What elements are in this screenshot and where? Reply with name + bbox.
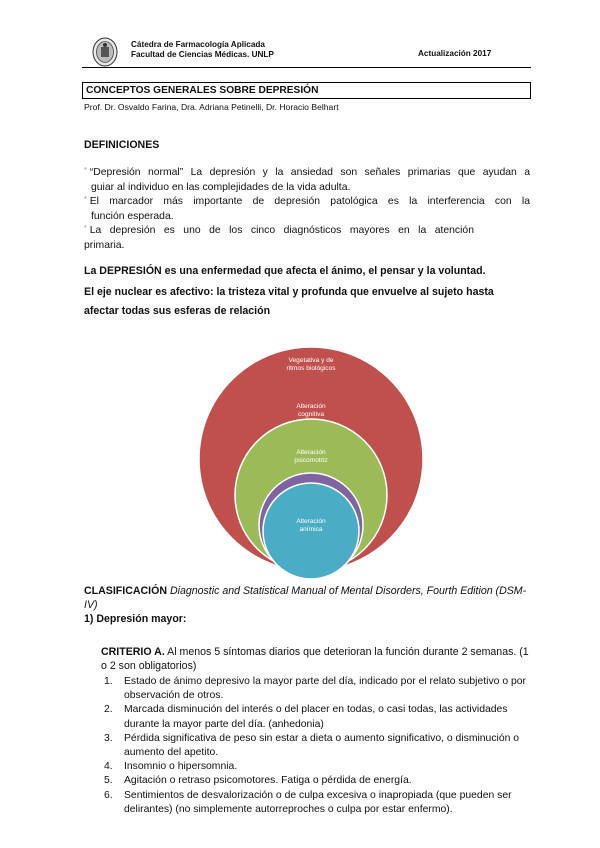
definition-item-3: * La depresión es uno de los cinco diagnósticos mayores en la atención primaria. bbox=[84, 225, 474, 251]
list-item: 5. Agitación o retraso psicomotores. Fatiga o pérdida de energía. bbox=[104, 775, 412, 787]
label-cognitive-2: cognitiva bbox=[297, 411, 325, 418]
definition-item-2: * El marcador más importante de depresión patológica es la interferencia con la función esperada. bbox=[84, 196, 530, 222]
list-item: 3. Pérdida significativa de peso sin estar a dieta o aumento significativo, o disminución o aumento del apetito. bbox=[104, 732, 520, 759]
header-divider bbox=[82, 67, 531, 68]
label-mood-2: anímica bbox=[299, 526, 323, 533]
statement-line-1: La DEPRESIÓN es una enfermedad que afecta el ánimo, el pensar y la voluntad. bbox=[84, 265, 486, 277]
classification-paragraph bbox=[84, 584, 534, 612]
definition-item-1: * “Depresión normal” La depresión y la ansiedad son señales primarias que ayudan a guiar al individuo en las complejidades de la vida adulta. bbox=[84, 167, 530, 193]
statement-line-2: El eje nuclear es afectivo: la tristeza vital y profunda que envuelve al sujeto hasta bbox=[84, 286, 494, 298]
criterion-label: CRITERIO A. bbox=[101, 646, 165, 658]
label-vegetative-1: Vegetativa y de bbox=[288, 357, 334, 364]
list-item: 2. Marcada disminución del interés o del placer en todas, o casi todas, las actividades durante la mayor parte del día. (anhedonia) bbox=[104, 704, 508, 730]
statement-line-3: afectar todas sus esferas de relación bbox=[84, 305, 271, 317]
list-item: 6. Sentimientos de desvalorización o de culpa excesiva o inapropiada (que pueden ser delirantes) (no simplemente autorreproches o culpa por estar enfermo). bbox=[104, 789, 512, 815]
university-seal-icon bbox=[92, 37, 118, 67]
authors: Prof. Dr. Osvaldo Farina, Dra. Adriana Petinelli, Dr. Horacio Belhart bbox=[84, 102, 339, 112]
list-item: 1. Estado de ánimo depresivo la mayor parte del día, indicado por el relato subjetivo o por observación de otros. bbox=[104, 676, 527, 702]
depression-circles-diagram bbox=[198, 338, 424, 580]
definitions-heading: DEFINICIONES bbox=[84, 139, 160, 151]
label-psychomotor-2: psicomotriz bbox=[294, 457, 328, 464]
bullet-icon: * bbox=[84, 167, 87, 174]
criterion-text: Al menos 5 síntomas diarios que deterioran la función durante 2 semanas. (1 o 2 son obligatorios) bbox=[101, 646, 529, 672]
list-item: 4. Insomnio o hipersomnia. bbox=[104, 761, 238, 773]
header-faculty: Facultad de Ciencias Médicas. UNLP bbox=[131, 50, 274, 59]
title-box bbox=[82, 82, 531, 99]
classification-label: CLASIFICACIÓN bbox=[84, 585, 167, 597]
label-mood-1: Alteración bbox=[296, 518, 326, 525]
header-update: Actualización 2017 bbox=[418, 49, 492, 58]
bullet-icon: * bbox=[84, 225, 87, 232]
page-title: CONCEPTOS GENERALES SOBRE DEPRESIÓN bbox=[86, 85, 319, 96]
bullet-icon: * bbox=[84, 196, 87, 203]
classification-source: Diagnostic and Statistical Manual of Mental Disorders, Fourth Edition (DSM- IV) bbox=[84, 585, 527, 611]
criterion-a bbox=[101, 645, 531, 673]
header-chair: Cátedra de Farmacología Aplicada bbox=[131, 40, 265, 49]
symptom-list bbox=[101, 675, 531, 817]
label-psychomotor-1: Alteración bbox=[296, 449, 326, 456]
label-cognitive-1: Alteración bbox=[296, 403, 326, 410]
label-vegetative-2: ritmos biológicos bbox=[286, 365, 336, 372]
section-major-depression: 1) Depresión mayor: bbox=[84, 613, 187, 625]
